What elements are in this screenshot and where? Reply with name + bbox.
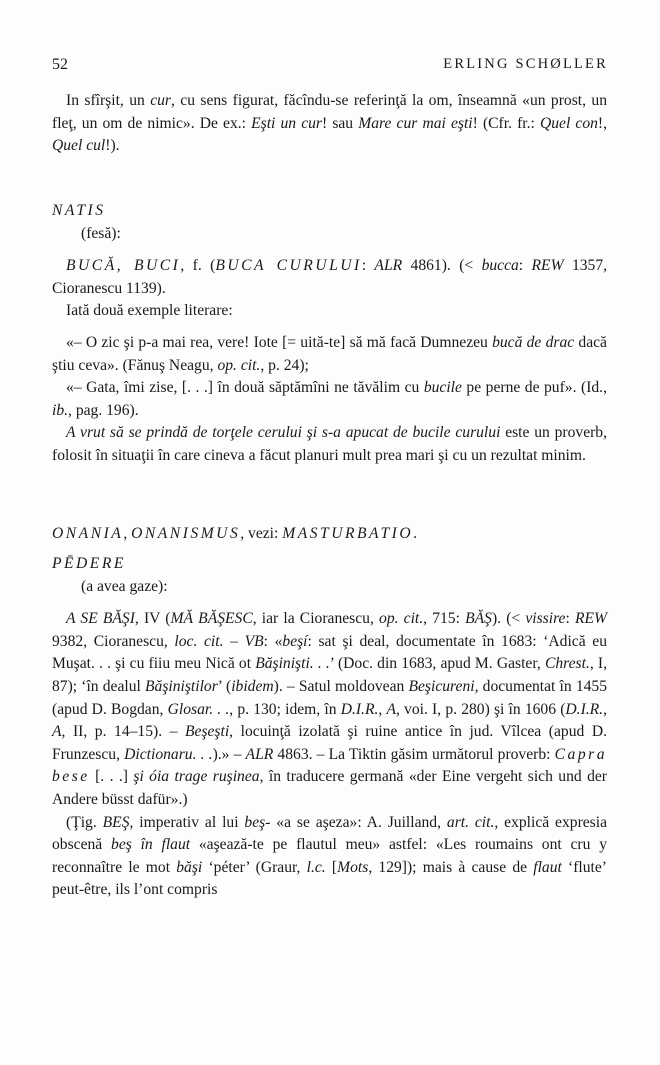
bes-etymology-paragraph: (Ţig. BEŞ, imperativ al lui beş- «a se aşeza»: A. Juilland, art. cit., explică expresia obscenă beş în flaut «aşează-te pe flautul meu» astfel: «Les roumains ont cru y reconnaître le mot băşi ‘péter’ (Graur, l.c. [Mots, 129]); mais à cause de flaut ‘flute’ peut-être, ils l’ont compris	[52, 813, 608, 899]
examples-intro: Iată două exemple literare:	[66, 302, 233, 320]
page-number: 52	[52, 56, 68, 73]
pedere-gloss: (a avea gaze):	[81, 577, 168, 595]
literary-quote-2: «– Gata, îmi zise, [. . .] în două săptămîni ne tăvălim cu bucile pe perne de puf». (Id., ib., pag. 196).	[52, 379, 607, 419]
buca-entry: BUCĂ, BUCI, f. (BUCA CURULUI: ALR 4861). (< bucca: REW 1357, Cioranescu 1139).	[52, 257, 608, 297]
pedere-section	[52, 553, 607, 902]
basi-entry-paragraph: A SE BĂŞI, IV (MĂ BĂŞESC, iar la Cioranescu, op. cit., 715: BĂŞ). (< vissire: REW 9382, Cioranescu, loc. cit. – VB: «beşí: sat şi deal, documentate în 1683: ‘Adică eu Muşat. . . şi cu fiiu meu Nică ot Băşinişti. . .’ (Doc. din 1683, apud M. Gaster, Chrest., I, 87); ‘în dealul Băşiniştilor’ (ibidem). – Satul moldovean Beşicureni, documentat în 1455 (apud D. Bogdan, Glosar. . ., p. 130; idem, în D.I.R., A, voi. I, p. 280) şi în 1606 (D.I.R., A, II, p. 14–15). – Beşeşti, locuinţă izolată şi ruine antice în jud. Vîlcea (apud D. Frunzescu, Dictionaru. . .).» – ALR 4863. – La Tiktin găsim următorul proverb: Capra bese [. . .] şi óia trage ruşinea, în traducere germană «der Eine vergeht sich und der Andere büsst dafür».)	[52, 610, 608, 808]
natis-section	[52, 200, 607, 468]
pedere-heading: PĒDERE	[52, 555, 126, 572]
onania-cross-reference: ONANIA, ONANISMUS, vezi: MASTURBATIO.	[52, 525, 418, 542]
proverb-paragraph: A vrut să se prindă de torţele cerului şi s-a apucat de bucile curului este un proverb, folosit în situaţii în care cineva a făcut planuri mult prea mari şi cu un rezultat minim.	[52, 424, 607, 464]
page-header	[52, 56, 608, 76]
literary-quote-1: «– O zic şi p-a mai rea, vere! Iote [= uită-te] să mă facă Dumnezeu bucă de drac dacă ştiu ceva». (Fănuş Neagu, op. cit., p. 24);	[52, 333, 607, 374]
natis-gloss: (fesă):	[81, 224, 121, 242]
intro-paragraph: In sfîrşit, un cur, cu sens figurat, făcîndu-se referinţă la om, înseamnă «un prost, un fleţ, un om de nimic». De ex.: Eşti un cur! sau Mare cur mai eşti! (Cfr. fr.: Quel con!, Quel cul!).	[52, 92, 608, 155]
natis-heading: NATIS	[52, 202, 106, 219]
running-head-author: ERLING SCHØLLER	[443, 56, 608, 72]
onania-section	[52, 523, 607, 546]
intro-paragraph-block	[52, 90, 607, 158]
